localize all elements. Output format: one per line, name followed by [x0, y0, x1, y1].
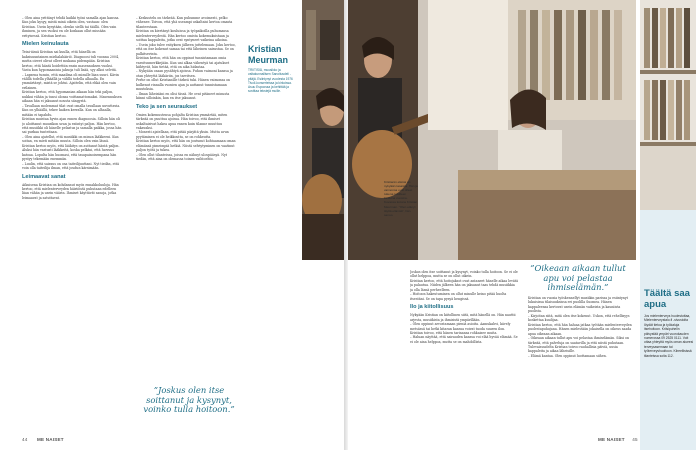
right-column-1 — [410, 270, 518, 440]
page-number: 44 — [22, 437, 28, 442]
magazine-brand: ME NAISET — [598, 437, 625, 442]
paragraph: Kristian kertoo myös, että hän on joutunut kohtaamaan oman elämänsä pimeimpiä hetkiä. Niistä selviytyminen on vaatinut paljon työtä ja tukea. — [136, 139, 236, 153]
paragraph: – Ilman läheisiäni en olisi tässä. He ovat pitäneet minusta kiinni silloinkin, kun en itse jaksanut. — [136, 91, 230, 101]
sidebar-text: Jos mielenterveys huolestuttaa, Mielenterveystalo.fi -sivustolta löydät tietoa ja työkaluja itsehoitoon. Kriisipuhelin päivystää ympäri vuorokauden numerossa 09 2525 0111. Voit ottaa yhteyttä myös oman alueesi terveysasemaan tai työterveyshuoltoon. Kiireellisissä tilanteissa soita 112. — [644, 314, 694, 358]
left-page — [0, 0, 344, 450]
paragraph: – Monesti ajatellaan, että pitää pärjätä yksin. Mutta avun pyytäminen ei ole heikkoutta, se on rohkeutta. — [136, 130, 229, 139]
paragraph: Kristian kertoo, että hypomanian aikaan hän teki paljon, nukkui vähän ja tunsi olonsa voittamattomaksi. Masennuksen aikaan hän ei jaksanut nousta sängystä. — [22, 90, 122, 104]
paragraph: Kristian toivoo, että hänen tarinansa rohkaisee muita. — [410, 330, 498, 335]
paragraph: Kristian on kiertänyt kouluissa ja työpaikoilla puhumassa mielenterveydestä. Hän kertoo omista kokemuksistaan ja soittaa kappaleita, jotka ovat syntyneet vaikeina aikoina. — [136, 29, 229, 43]
sidebar-title: Täältä saa apua — [644, 288, 690, 310]
pull-quote: ”Joskus olen itse soittanut ja kysynyt, voinko tulla hoitoon.” — [143, 385, 235, 415]
paragraph: Omien kokemustensa pohjalta Kristian ymmärtää, miten tärkeää on puuttua ajoissa. Hän toivoo, että ihmiset uskaltaisivat hakea apua ennen kuin tilanne muuttuu vakavaksi. — [136, 112, 228, 130]
magazine-brand: ME NAISET — [37, 437, 64, 442]
page-number: 45 — [632, 437, 638, 442]
sidebar-photo — [640, 0, 696, 210]
pull-quote-right: ”Oikeaan aikaan tullut apu voi pelastaa ihmiselämän.” — [530, 263, 626, 293]
paragraph: – Olen aina ajatellut, että musiikki on minun lääkkeeni. Kun soitan, en mieti mitään muuta. Silloin olen vain läsnä. — [22, 134, 119, 144]
paragraph: Nykyään Kristian on kiitollinen siitä, mitä hänellä on. Hän nauttii arjesta, musiikista ja ihmisistä ympärillään. — [410, 313, 516, 322]
photo-portrait-image — [302, 0, 344, 260]
paragraph: – Luulin, että sairaus on osa taiteilijuuttani. Nyt tiedän, että voin olla taiteilija ilman, että joudun kärsimään. — [22, 161, 119, 171]
subheading: Mielen keinulauta — [22, 41, 69, 48]
photo-left-part — [302, 0, 344, 260]
paragraph: – Haluan näyttää, että sairauden kanssa voi elää hyvää elämää. Se ei ole aina helppoa, mutta se on mahdollista. — [410, 335, 518, 344]
paragraph: Kristian kertoo, että hän haluaa jatkaa työtään mielenterveyden puolestapuhujana. Hänen mielestään jokaisella on oikeus saada apua oikeaan aikaan. — [528, 322, 632, 336]
bookshelf-image — [640, 0, 696, 210]
paragraph: – Oikeaan aikaan tullut apu voi pelastaa ihmiselämän. Siksi on tärkeää, että palveluja on saatavilla ja että niistä puhutaan. — [528, 336, 630, 345]
paragraph: – Lapsena tunsin, että maailma oli minulle liian suuri. Kävin välillä todella ylhäällä ja välillä todella alhaalla. En ymmärtänyt, mistä se johtui. Ajattelin, että ehkä olen vain erilainen. — [22, 72, 119, 90]
subheading: Ilo ja kiitollisuus — [410, 304, 454, 311]
paragraph: Tulevaisuudelta Kristian toivoo rauhallisia päiviä, uusia kappaleita ja aikaa läheisille. — [528, 344, 618, 354]
subheading: Leimaavat sanat — [22, 173, 66, 180]
paragraph: – Hoitoon hakeutuminen on ollut minulle keino pitää huolta itsestäni. Se on tapa pysyä hengissä. — [410, 292, 507, 301]
paragraph: – Tavallaan molemmat tilat ovat omalla tavallaan uuvuttavia. Kun on ylhäällä, tekee kaiken kerralla. Kun on alhaalla, mitään ei tapahdu. — [22, 103, 121, 117]
paragraph: Kristian kertoo, että hoitojaksot ovat antaneet hänelle aikaa levätä ja palautua. Niiden jälkeen hän on jaksanut taas tehdä musiikkia ja olla läsnä perheelleen. — [410, 278, 518, 292]
paragraph: – Keskustelu on tärkeää. Kun puhumme avoimesti, pelko vähenee. Toivon, että yhä useampi uskaltaisi kertoa omasta tilanteestaan. — [136, 16, 233, 29]
paragraph: Kristian on vuosia työskennellyt musiikin parissa ja esiintynyt lukuisissa tilaisuuksissa eri puolilla Suomea. Hänen kappaleensa kertovat usein elämän vaikeista ja kauniista puolista. — [528, 296, 628, 314]
paragraph: Teini-iässä Kristian sai kuulla, että hänellä on kaksisuuntainen mielialahäiriö. Diagnoosi tuli vuonna 2004, mutta oireet olivat olleet mukana pidempään. Kristian kertoo, että häntä hoidettiin ensin masennuksen vuoksi. Vasta kun hypomaanisia jaksoja tuli lisää, syy alkoi selvitä. — [22, 50, 119, 73]
paragraph: Joskus olen itse soittanut ja kysynyt, voinko tulla hoitoon. Se ei ole ollut helppoa, mutta se on ollut oikein. — [410, 270, 518, 279]
left-column-2 — [136, 16, 238, 378]
right-page — [348, 0, 696, 450]
right-column-2 — [528, 296, 632, 440]
paragraph: – Olen aina yrittänyt tehdä kaikki työni samalla ajan kanssa. Kun joku kysyy, mistä minä oikein olen, vastaan: olen Kristian. Usein kysytään, olenko siellä tai täällä. Olen vain ihminen, ja sen vuoksi en ole koskaan ollut missään erityisessä. Kristian kertoo. — [22, 16, 120, 38]
photo-home-image — [348, 0, 636, 260]
sidebar-content — [644, 288, 694, 358]
photo-caption: Kristianin elämä on nykyään tasaista. Hän ja vaimonsa ovat olleet tukena toisilleen kaikkina vuosina. Kuvassa kotona Kristian Meurman. ”Olen elänyt täyttä elämää”, hän sanoo. — [384, 180, 418, 217]
paragraph: – Elämä kantaa. Olen oppinut luottamaan siihen. — [528, 353, 607, 358]
paragraph: Kristian muistaa hyvin ajan ennen diagnoosia. Silloin hän oli jo aloittanut muusikon uran ja esiintyi paljon. Hän kertoo, että musiikki oli hänelle pelastus ja samalla paikka, jossa hän sai purkaa tunteitaan. — [22, 117, 122, 135]
main-photo — [348, 0, 636, 260]
paragraph: Kristian kertoo myös, että lääkitys on auttanut häntä paljon. Aluksi hän vastusti lääkkeitä, koska pelkäsi, että luovuus katoaa. Lopulta hän huomasi, että tasapainoisempana hän pystyy tekemään enemmän. — [22, 143, 120, 162]
left-column-1 — [22, 16, 122, 436]
paragraph: – Nykyään osaan pysähtyä ajoissa. Puhun vaimoni kanssa ja otan yhteyttä lääkäriin, jos tarvitsen. — [136, 69, 233, 78]
paragraph: – Olen oppinut arvostamaan pieniä asioita. Aamukahvi, kävely metsässä tai hetki kitaran kanssa voivat tuoda suuren ilon. — [410, 322, 511, 331]
nameplate-text: TRIITISIÄ, muusikko ja valtakunnallisen Sanoitusdeli -pitäjä. Esiintynyt vuodesta 1976 Tivoli-konserteissa ja kirkoissa. Asuu Espoossa ja kehittää ja sovittaa tekstejä muille. — [248, 68, 293, 94]
left-folio — [22, 437, 64, 442]
nameplate-title: Kristian Meurman — [248, 44, 289, 65]
paragraph: Kristian kertoo, että hän on oppinut tunnistamaan omia varoitusmerkkejään. Kun uni alkaa vähentyä tai ajatukset kiihtyvät, hän tietää, että on aika hidastaa. — [136, 56, 230, 69]
paragraph: – Kirjoitan siitä, mitä olen itse kokenut. Uskon, että rehellisyys koskettaa kuulijaa. — [528, 313, 630, 323]
paragraph: – Olen ollut tilanteissa, joissa en nähnyt ulospääsyä. Nyt tiedän, että aina on olemassa toinen vaihtoehto. — [136, 152, 228, 162]
right-folio — [598, 437, 638, 442]
help-sidebar — [640, 0, 696, 450]
paragraph: – Usein joku tulee esityksen jälkeen juttelemaan. Joku kertoo, että on itse kokenut samaa tai että läheinen sairastaa. Se on palkitsevinta. — [136, 42, 236, 56]
paragraph: Aikuisena Kristian on kohdannut myös ennakkoluuloja. Hän kertoo, että mielenterveyden häiriöistä puhutaan edelleen liian vähän ja usein väärin. Ihmiset käyttävät sanoja, jotka leimaavat ja satuttavat. — [22, 182, 119, 200]
nameplate — [248, 44, 296, 94]
subheading: Teko ja sen seuraukset — [136, 103, 198, 110]
paragraph: Perhe on ollut Kristianille tärkeä tuki. Hänen vaimonsa on kulkenut rinnalla vuosien ajan ja auttanut tunnistamaan muutoksia. — [136, 78, 231, 92]
